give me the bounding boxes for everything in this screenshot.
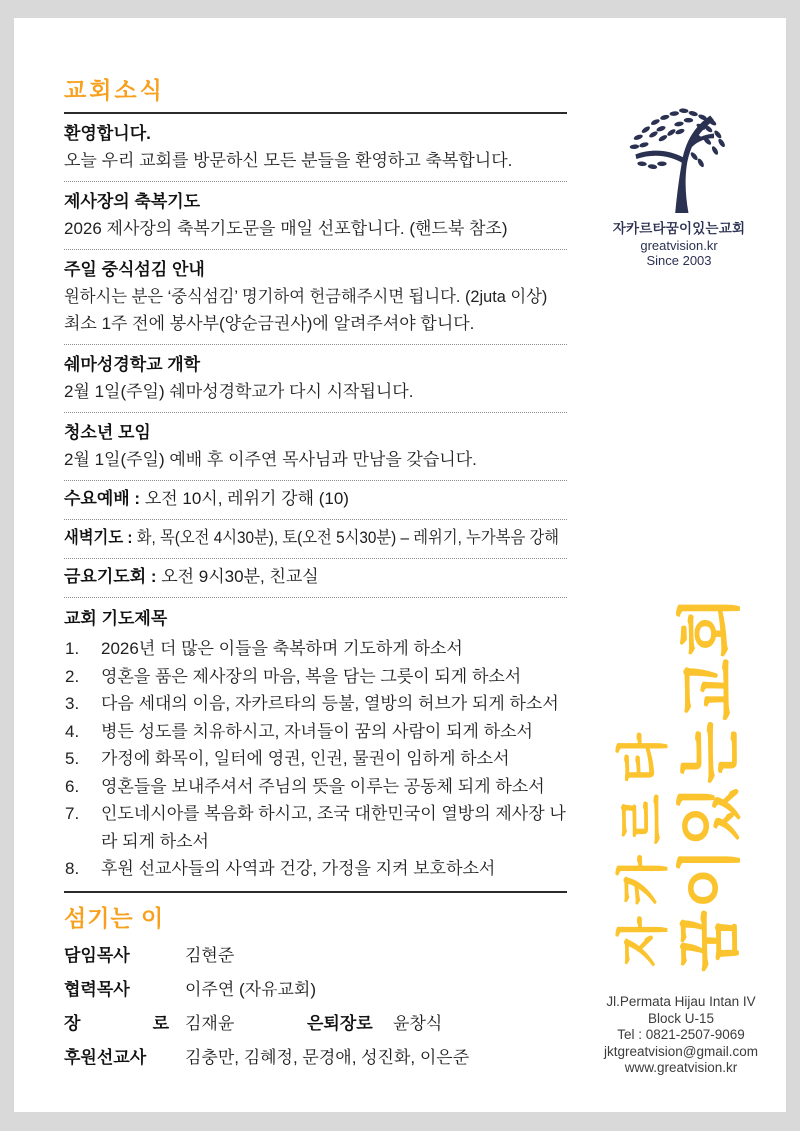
item-value: 오전 9시30분, 친교실 [161, 567, 319, 586]
item-label: 수요예배 : [64, 489, 141, 508]
section-priest-blessing [64, 182, 567, 249]
role-value: 이주연 (자유교회) [185, 980, 316, 999]
item-value: 화, 목(오전 4시30분), 토(오전 5시30분) – 레위기, 누가복음 강해 [136, 528, 560, 547]
serving-row-assoc-pastor [64, 979, 567, 1000]
logo-church-name: 자카르타꿈이있는교회 [612, 221, 746, 236]
section-body: 2월 1일(주일) 쉐마성경학교가 다시 시작됩니다. [64, 382, 414, 401]
section-heading: 쉐마성경학교 개학 [64, 355, 201, 374]
contact-email: jktgreatvision@gmail.com [603, 1043, 758, 1059]
prayer-item: 다음 세대의 이음, 자카르타의 등불, 열방의 허브가 되게 하소서 [101, 694, 559, 713]
banner-line-dream-church: 꿈이있는교회 [674, 595, 746, 972]
role-label: 담임목사 [64, 946, 130, 965]
vertical-church-name-banner [615, 580, 753, 972]
contact-info [576, 994, 786, 1077]
contact-phone: Tel : 0821-2507-9069 [617, 1027, 745, 1042]
role-value: 김충만, 김혜정, 문경애, 성진화, 이은준 [185, 1048, 470, 1067]
role-label: 장 로 [64, 1014, 169, 1033]
role-label: 후원선교사 [64, 1048, 147, 1067]
section-body [64, 283, 567, 310]
prayer-item: 영혼들을 보내주셔서 주님의 뜻을 이루는 공동체 되게 하소서 [101, 776, 545, 796]
section-body-line: 원하시는 분은 ‘중식섬김’ 명기하여 헌금해주시면 됩니다. (2juta 이상) [64, 287, 548, 306]
friday-prayer-item [64, 559, 567, 597]
section-welcome [64, 114, 567, 181]
section-body: 2026 제사장의 축복기도문을 매일 선포합니다. (핸드북 참조) [64, 219, 508, 238]
section-shema-school [64, 345, 567, 412]
section-heading: 환영합니다. [64, 124, 151, 143]
prayer-heading: 교회 기도제목 [64, 609, 168, 628]
section-body: 2월 1일(주일) 예배 후 이주연 목사님과 만남을 갖습니다. [64, 450, 477, 469]
wednesday-worship-item [64, 481, 567, 519]
prayer-item: 인도네시아를 복음화 하시고, 조국 대한민국이 열방의 제사장 나라 되게 하소서 [101, 804, 566, 851]
section-heading: 주일 중식섬김 안내 [64, 260, 205, 279]
solid-divider [64, 891, 567, 893]
section-body: 오늘 우리 교회를 방문하신 모든 분들을 환영하고 축복합니다. [64, 151, 513, 170]
prayer-item: 영혼을 품은 제사장의 마음, 복을 담는 그릇이 되게 하소서 [101, 666, 522, 686]
contact-address-line: Jl.Permata Hijau Intan IV [606, 994, 756, 1009]
logo-since: Since 2003 [646, 253, 712, 268]
banner-line-jakarta: 자카르타 [615, 722, 673, 967]
prayer-item: 가정에 화목이, 일터에 영권, 인권, 물권이 임하게 하소서 [101, 749, 510, 768]
role-value: 윤창식 [393, 1014, 443, 1033]
serving-row-elders [64, 1013, 567, 1034]
logo-website: greatvision.kr [640, 238, 718, 253]
tree-logo-icon [626, 106, 732, 214]
prayer-list [64, 635, 567, 883]
role-label-retired-elder: 은퇴장로 [307, 1014, 373, 1033]
serving-section [64, 904, 567, 1068]
dawn-prayer-item [64, 520, 567, 558]
role-value: 김현준 [185, 946, 235, 965]
role-label: 협력목사 [64, 980, 130, 999]
item-line [64, 526, 559, 550]
role-value: 김재윤 [185, 1014, 235, 1033]
section-lunch-service [64, 250, 567, 344]
section-heading: 제사장의 축복기도 [64, 192, 201, 211]
section-body: 최소 1주 전에 봉사부(양순금권사)에 알려주셔야 합니다. [64, 314, 475, 333]
item-value: 오전 10시, 레위기 강해 (10) [144, 489, 349, 508]
section-heading: 청소년 모임 [64, 423, 151, 442]
serving-row-senior-pastor [64, 945, 567, 966]
prayer-item: 후원 선교사들의 사역과 건강, 가정을 지켜 보호하소서 [101, 859, 496, 878]
contact-address-line: Block U-15 [647, 1010, 715, 1026]
contact-website: www.greatvision.kr [624, 1060, 738, 1075]
prayer-topics-section [64, 598, 567, 883]
serving-title: 섬기는 이 [64, 905, 165, 931]
prayer-item: 2026년 더 많은 이들을 축복하며 기도하게 하소서 [101, 639, 463, 658]
serving-row-missionaries [64, 1047, 567, 1068]
prayer-item: 병든 성도를 치유하시고, 자녀들이 꿈의 사람이 되게 하소서 [101, 721, 533, 741]
bulletin-page [14, 18, 786, 1112]
church-news-column [64, 76, 567, 893]
item-label: 새벽기도 : [64, 528, 133, 547]
news-title: 교회소식 [64, 76, 567, 114]
church-logo-block [607, 106, 751, 268]
section-youth-meeting [64, 413, 567, 480]
item-label: 금요기도회 : [64, 567, 157, 586]
